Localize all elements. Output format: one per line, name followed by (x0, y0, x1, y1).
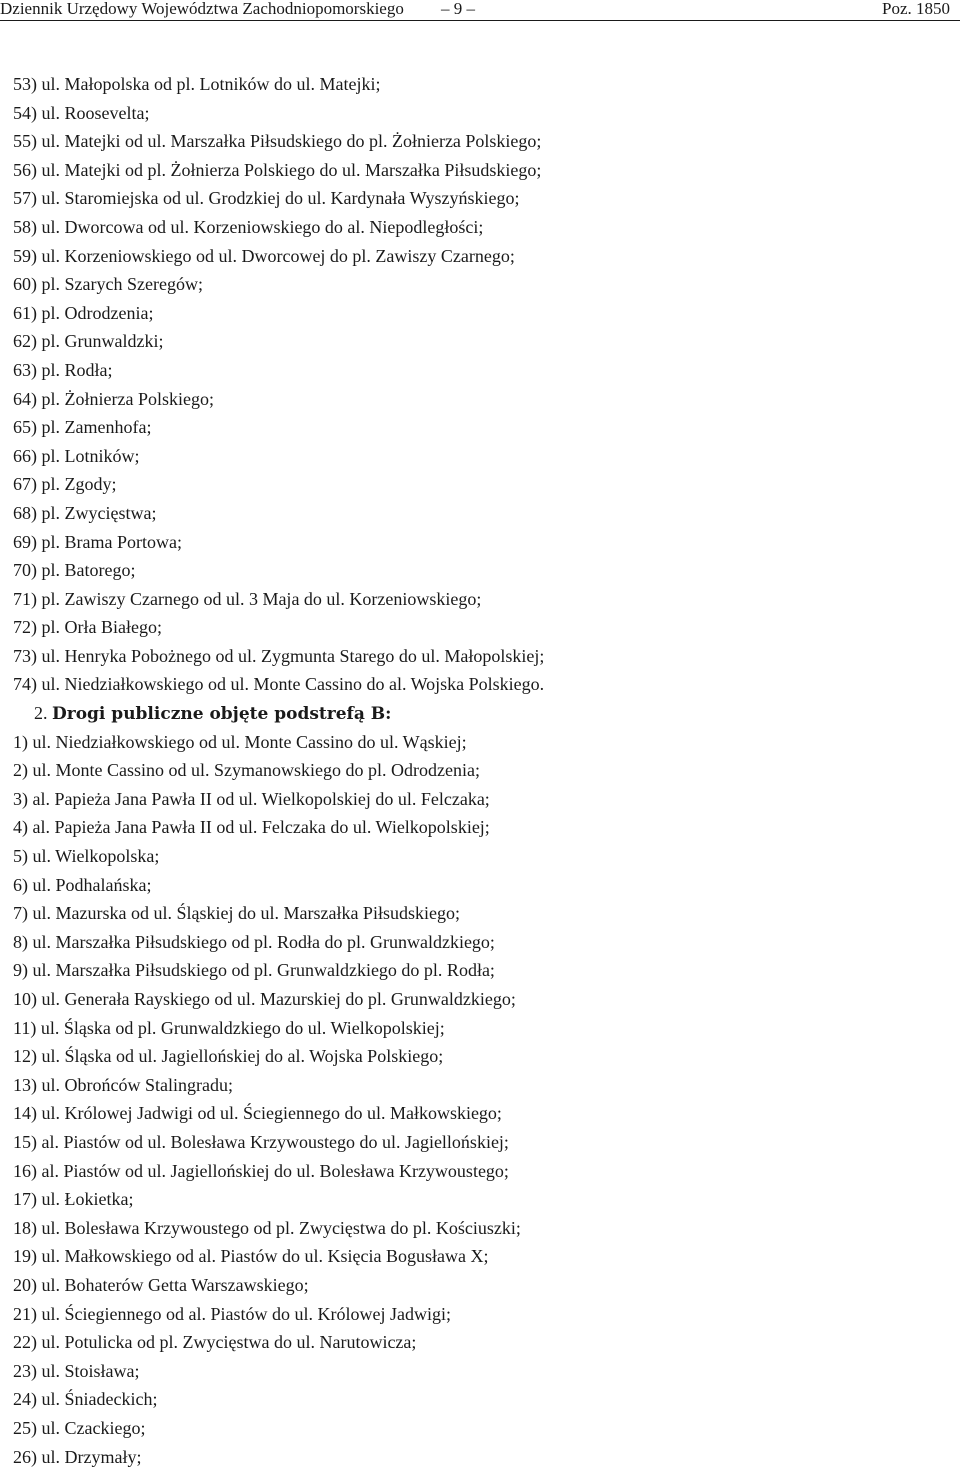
list-item: 13) ul. Obrońców Stalingradu; (13, 1071, 943, 1100)
page-header (0, 0, 960, 22)
list-item: 20) ul. Bohaterów Getta Warszawskiego; (13, 1271, 943, 1300)
section-heading (13, 699, 943, 728)
list-item: 61) pl. Odrodzenia; (13, 299, 943, 328)
page-number-value: 9 (454, 0, 463, 18)
document-body (13, 70, 943, 1471)
list-item: 72) pl. Orła Białego; (13, 613, 943, 642)
list-item: 25) ul. Czackiego; (13, 1414, 943, 1443)
list-item: 69) pl. Brama Portowa; (13, 528, 943, 557)
list-item: 57) ul. Staromiejska od ul. Grodzkiej do ul. Kardynała Wyszyńskiego; (13, 184, 943, 213)
section-number: 2. (34, 703, 48, 723)
list-item: 7) ul. Mazurska od ul. Śląskiej do ul. Marszałka Piłsudskiego; (13, 899, 943, 928)
position-number: Poz. 1850 (882, 0, 950, 17)
list-item: 2) ul. Monte Cassino od ul. Szymanowskiego do pl. Odrodzenia; (13, 756, 943, 785)
list-item: 56) ul. Matejki od pl. Żołnierza Polskiego do ul. Marszałka Piłsudskiego; (13, 156, 943, 185)
list-item: 26) ul. Drzymały; (13, 1443, 943, 1471)
list-item: 16) al. Piastów od ul. Jagiellońskiej do ul. Bolesława Krzywoustego; (13, 1157, 943, 1186)
list-item: 24) ul. Śniadeckich; (13, 1385, 943, 1414)
journal-title: Dziennik Urzędowy Województwa Zachodniopomorskiego (0, 0, 404, 17)
list-item: 54) ul. Roosevelta; (13, 99, 943, 128)
list-item: 4) al. Papieża Jana Pawła II od ul. Felczaka do ul. Wielkopolskiej; (13, 813, 943, 842)
list-item: 70) pl. Batorego; (13, 556, 943, 585)
list-item: 59) ul. Korzeniowskiego od ul. Dworcowej do pl. Zawiszy Czarnego; (13, 242, 943, 271)
list-item: 73) ul. Henryka Pobożnego od ul. Zygmunta Starego do ul. Małopolskiej; (13, 642, 943, 671)
section-title: Drogi publiczne objęte podstrefą B: (52, 704, 391, 724)
list-item: 21) ul. Ściegiennego od al. Piastów do ul. Królowej Jadwigi; (13, 1300, 943, 1329)
list-item: 66) pl. Lotników; (13, 442, 943, 471)
list-item: 19) ul. Małkowskiego od al. Piastów do ul. Księcia Bogusława X; (13, 1242, 943, 1271)
list-item: 68) pl. Zwycięstwa; (13, 499, 943, 528)
list-item: 71) pl. Zawiszy Czarnego od ul. 3 Maja do ul. Korzeniowskiego; (13, 585, 943, 614)
list-item: 22) ul. Potulicka od pl. Zwycięstwa do ul. Narutowicza; (13, 1328, 943, 1357)
road-list-zone-a (13, 70, 943, 699)
list-item: 18) ul. Bolesława Krzywoustego od pl. Zwycięstwa do pl. Kościuszki; (13, 1214, 943, 1243)
list-item: 15) al. Piastów od ul. Bolesława Krzywoustego do ul. Jagiellońskiej; (13, 1128, 943, 1157)
list-item: 10) ul. Generała Rayskiego od ul. Mazurskiej do pl. Grunwaldzkiego; (13, 985, 943, 1014)
page-number: – 9 – (441, 0, 475, 17)
list-item: 5) ul. Wielkopolska; (13, 842, 943, 871)
list-item: 9) ul. Marszałka Piłsudskiego od pl. Grunwaldzkiego do pl. Rodła; (13, 956, 943, 985)
list-item: 8) ul. Marszałka Piłsudskiego od pl. Rodła do pl. Grunwaldzkiego; (13, 928, 943, 957)
list-item: 17) ul. Łokietka; (13, 1185, 943, 1214)
list-item: 62) pl. Grunwaldzki; (13, 327, 943, 356)
list-item: 55) ul. Matejki od ul. Marszałka Piłsudskiego do pl. Żołnierza Polskiego; (13, 127, 943, 156)
header-divider (0, 20, 960, 21)
list-item: 6) ul. Podhalańska; (13, 871, 943, 900)
road-list-zone-b (13, 728, 943, 1471)
list-item: 12) ul. Śląska od ul. Jagiellońskiej do al. Wojska Polskiego; (13, 1042, 943, 1071)
list-item: 11) ul. Śląska od pl. Grunwaldzkiego do ul. Wielkopolskiej; (13, 1014, 943, 1043)
list-item: 58) ul. Dworcowa od ul. Korzeniowskiego do al. Niepodległości; (13, 213, 943, 242)
list-item: 63) pl. Rodła; (13, 356, 943, 385)
list-item: 3) al. Papieża Jana Pawła II od ul. Wielkopolskiej do ul. Felczaka; (13, 785, 943, 814)
list-item: 14) ul. Królowej Jadwigi od ul. Ściegiennego do ul. Małkowskiego; (13, 1099, 943, 1128)
list-item: 74) ul. Niedziałkowskiego od ul. Monte Cassino do al. Wojska Polskiego. (13, 670, 943, 699)
list-item: 67) pl. Zgody; (13, 470, 943, 499)
list-item: 23) ul. Stoisława; (13, 1357, 943, 1386)
list-item: 64) pl. Żołnierza Polskiego; (13, 385, 943, 414)
list-item: 60) pl. Szarych Szeregów; (13, 270, 943, 299)
list-item: 53) ul. Małopolska od pl. Lotników do ul. Matejki; (13, 70, 943, 99)
list-item: 65) pl. Zamenhofa; (13, 413, 943, 442)
list-item: 1) ul. Niedziałkowskiego od ul. Monte Cassino do ul. Wąskiej; (13, 728, 943, 757)
